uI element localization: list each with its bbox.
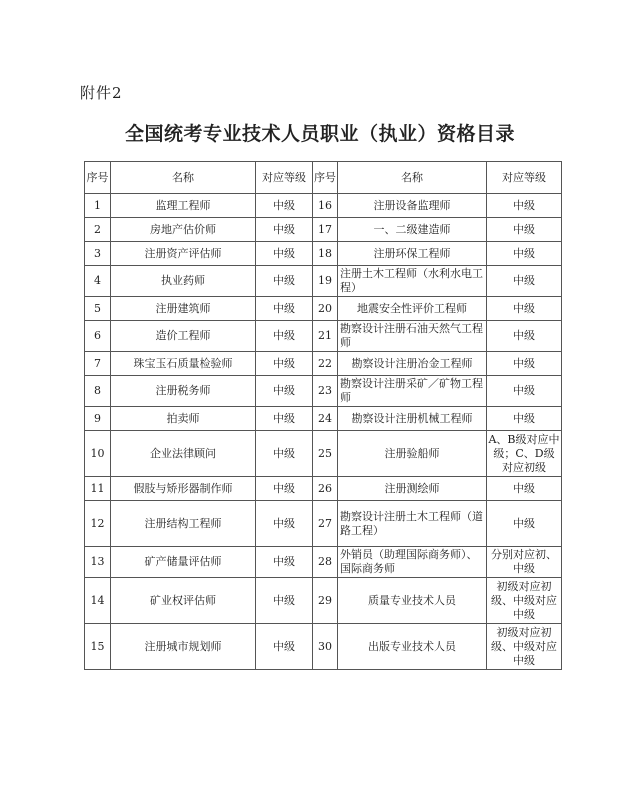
name-cell: 一、二级建造师 bbox=[338, 218, 487, 242]
name-cell: 假肢与矫形器制作师 bbox=[111, 477, 256, 501]
seq-cell: 30 bbox=[313, 624, 338, 670]
level-cell: 中级 bbox=[487, 218, 562, 242]
level-cell: 中级 bbox=[487, 501, 562, 547]
table-row bbox=[85, 578, 562, 624]
table-row bbox=[85, 266, 562, 297]
seq-cell: 3 bbox=[85, 242, 111, 266]
seq-cell: 13 bbox=[85, 547, 111, 578]
name-cell: 矿业权评估师 bbox=[111, 578, 256, 624]
level-cell: 中级 bbox=[487, 352, 562, 376]
table-row bbox=[85, 352, 562, 376]
table-row bbox=[85, 624, 562, 670]
seq-cell: 22 bbox=[313, 352, 338, 376]
table-row bbox=[85, 194, 562, 218]
level-cell: 中级 bbox=[487, 407, 562, 431]
seq-cell: 1 bbox=[85, 194, 111, 218]
qualification-table bbox=[84, 161, 562, 670]
seq-cell: 19 bbox=[313, 266, 338, 297]
table-row bbox=[85, 431, 562, 477]
seq-cell: 5 bbox=[85, 297, 111, 321]
name-cell: 拍卖师 bbox=[111, 407, 256, 431]
table-row bbox=[85, 376, 562, 407]
name-cell: 注册资产评估师 bbox=[111, 242, 256, 266]
table-row bbox=[85, 297, 562, 321]
level-cell: 中级 bbox=[256, 624, 313, 670]
level-cell: 中级 bbox=[256, 194, 313, 218]
table-row bbox=[85, 477, 562, 501]
name-cell: 地震安全性评价工程师 bbox=[338, 297, 487, 321]
header-name: 名称 bbox=[111, 162, 256, 194]
name-cell: 珠宝玉石质量检验师 bbox=[111, 352, 256, 376]
level-cell: 中级 bbox=[487, 242, 562, 266]
header-seq: 序号 bbox=[85, 162, 111, 194]
name-cell: 注册城市规划师 bbox=[111, 624, 256, 670]
table-row bbox=[85, 242, 562, 266]
name-cell: 勘察设计注册土木工程师（道路工程） bbox=[338, 501, 487, 547]
name-cell: 注册环保工程师 bbox=[338, 242, 487, 266]
level-cell: 中级 bbox=[256, 376, 313, 407]
level-cell: 中级 bbox=[256, 297, 313, 321]
name-cell: 注册土木工程师（水利水电工程） bbox=[338, 266, 487, 297]
table-row bbox=[85, 218, 562, 242]
level-cell: 中级 bbox=[256, 501, 313, 547]
attachment-label: 附件2 bbox=[80, 84, 123, 102]
seq-cell: 18 bbox=[313, 242, 338, 266]
seq-cell: 8 bbox=[85, 376, 111, 407]
table-row bbox=[85, 501, 562, 547]
name-cell: 注册验船师 bbox=[338, 431, 487, 477]
level-cell: 中级 bbox=[256, 547, 313, 578]
level-cell: 中级 bbox=[487, 297, 562, 321]
level-cell: 中级 bbox=[256, 407, 313, 431]
seq-cell: 16 bbox=[313, 194, 338, 218]
level-cell: 中级 bbox=[256, 218, 313, 242]
header-level: 对应等级 bbox=[487, 162, 562, 194]
level-cell: 中级 bbox=[256, 431, 313, 477]
seq-cell: 25 bbox=[313, 431, 338, 477]
name-cell: 矿产储量评估师 bbox=[111, 547, 256, 578]
name-cell: 勘察设计注册冶金工程师 bbox=[338, 352, 487, 376]
seq-cell: 29 bbox=[313, 578, 338, 624]
name-cell: 注册设备监理师 bbox=[338, 194, 487, 218]
seq-cell: 24 bbox=[313, 407, 338, 431]
level-cell: 中级 bbox=[256, 477, 313, 501]
name-cell: 勘察设计注册机械工程师 bbox=[338, 407, 487, 431]
level-cell: 中级 bbox=[256, 242, 313, 266]
level-cell: 中级 bbox=[487, 477, 562, 501]
level-cell: 分别对应初、中级 bbox=[487, 547, 562, 578]
name-cell: 注册建筑师 bbox=[111, 297, 256, 321]
name-cell: 造价工程师 bbox=[111, 321, 256, 352]
level-cell: 中级 bbox=[487, 376, 562, 407]
level-cell: 中级 bbox=[256, 578, 313, 624]
table-header-row bbox=[85, 162, 562, 194]
name-cell: 执业药师 bbox=[111, 266, 256, 297]
seq-cell: 20 bbox=[313, 297, 338, 321]
level-cell: 中级 bbox=[256, 266, 313, 297]
header-level: 对应等级 bbox=[256, 162, 313, 194]
level-cell: 初级对应初级、中级对应中级 bbox=[487, 578, 562, 624]
page-title: 全国统考专业技术人员职业（执业）资格目录 bbox=[124, 123, 515, 145]
name-cell: 注册结构工程师 bbox=[111, 501, 256, 547]
level-cell: 初级对应初级、中级对应中级 bbox=[487, 624, 562, 670]
seq-cell: 15 bbox=[85, 624, 111, 670]
header-name: 名称 bbox=[338, 162, 487, 194]
seq-cell: 9 bbox=[85, 407, 111, 431]
seq-cell: 23 bbox=[313, 376, 338, 407]
level-cell: 中级 bbox=[487, 266, 562, 297]
seq-cell: 6 bbox=[85, 321, 111, 352]
table-row bbox=[85, 321, 562, 352]
level-cell: 中级 bbox=[487, 194, 562, 218]
level-cell: 中级 bbox=[256, 352, 313, 376]
name-cell: 质量专业技术人员 bbox=[338, 578, 487, 624]
seq-cell: 11 bbox=[85, 477, 111, 501]
name-cell: 勘察设计注册石油天然气工程师 bbox=[338, 321, 487, 352]
seq-cell: 28 bbox=[313, 547, 338, 578]
level-cell: 中级 bbox=[487, 321, 562, 352]
seq-cell: 21 bbox=[313, 321, 338, 352]
level-cell: A、B级对应中级；C、D级对应初级 bbox=[487, 431, 562, 477]
seq-cell: 12 bbox=[85, 501, 111, 547]
name-cell: 注册税务师 bbox=[111, 376, 256, 407]
name-cell: 注册测绘师 bbox=[338, 477, 487, 501]
seq-cell: 14 bbox=[85, 578, 111, 624]
seq-cell: 10 bbox=[85, 431, 111, 477]
name-cell: 监理工程师 bbox=[111, 194, 256, 218]
seq-cell: 17 bbox=[313, 218, 338, 242]
table-row bbox=[85, 407, 562, 431]
seq-cell: 2 bbox=[85, 218, 111, 242]
name-cell: 出版专业技术人员 bbox=[338, 624, 487, 670]
name-cell: 企业法律顾问 bbox=[111, 431, 256, 477]
header-seq: 序号 bbox=[313, 162, 338, 194]
name-cell: 勘察设计注册采矿／矿物工程师 bbox=[338, 376, 487, 407]
level-cell: 中级 bbox=[256, 321, 313, 352]
seq-cell: 26 bbox=[313, 477, 338, 501]
table-row bbox=[85, 547, 562, 578]
seq-cell: 7 bbox=[85, 352, 111, 376]
seq-cell: 27 bbox=[313, 501, 338, 547]
seq-cell: 4 bbox=[85, 266, 111, 297]
name-cell: 房地产估价师 bbox=[111, 218, 256, 242]
name-cell: 外销员（助理国际商务师）、国际商务师 bbox=[338, 547, 487, 578]
